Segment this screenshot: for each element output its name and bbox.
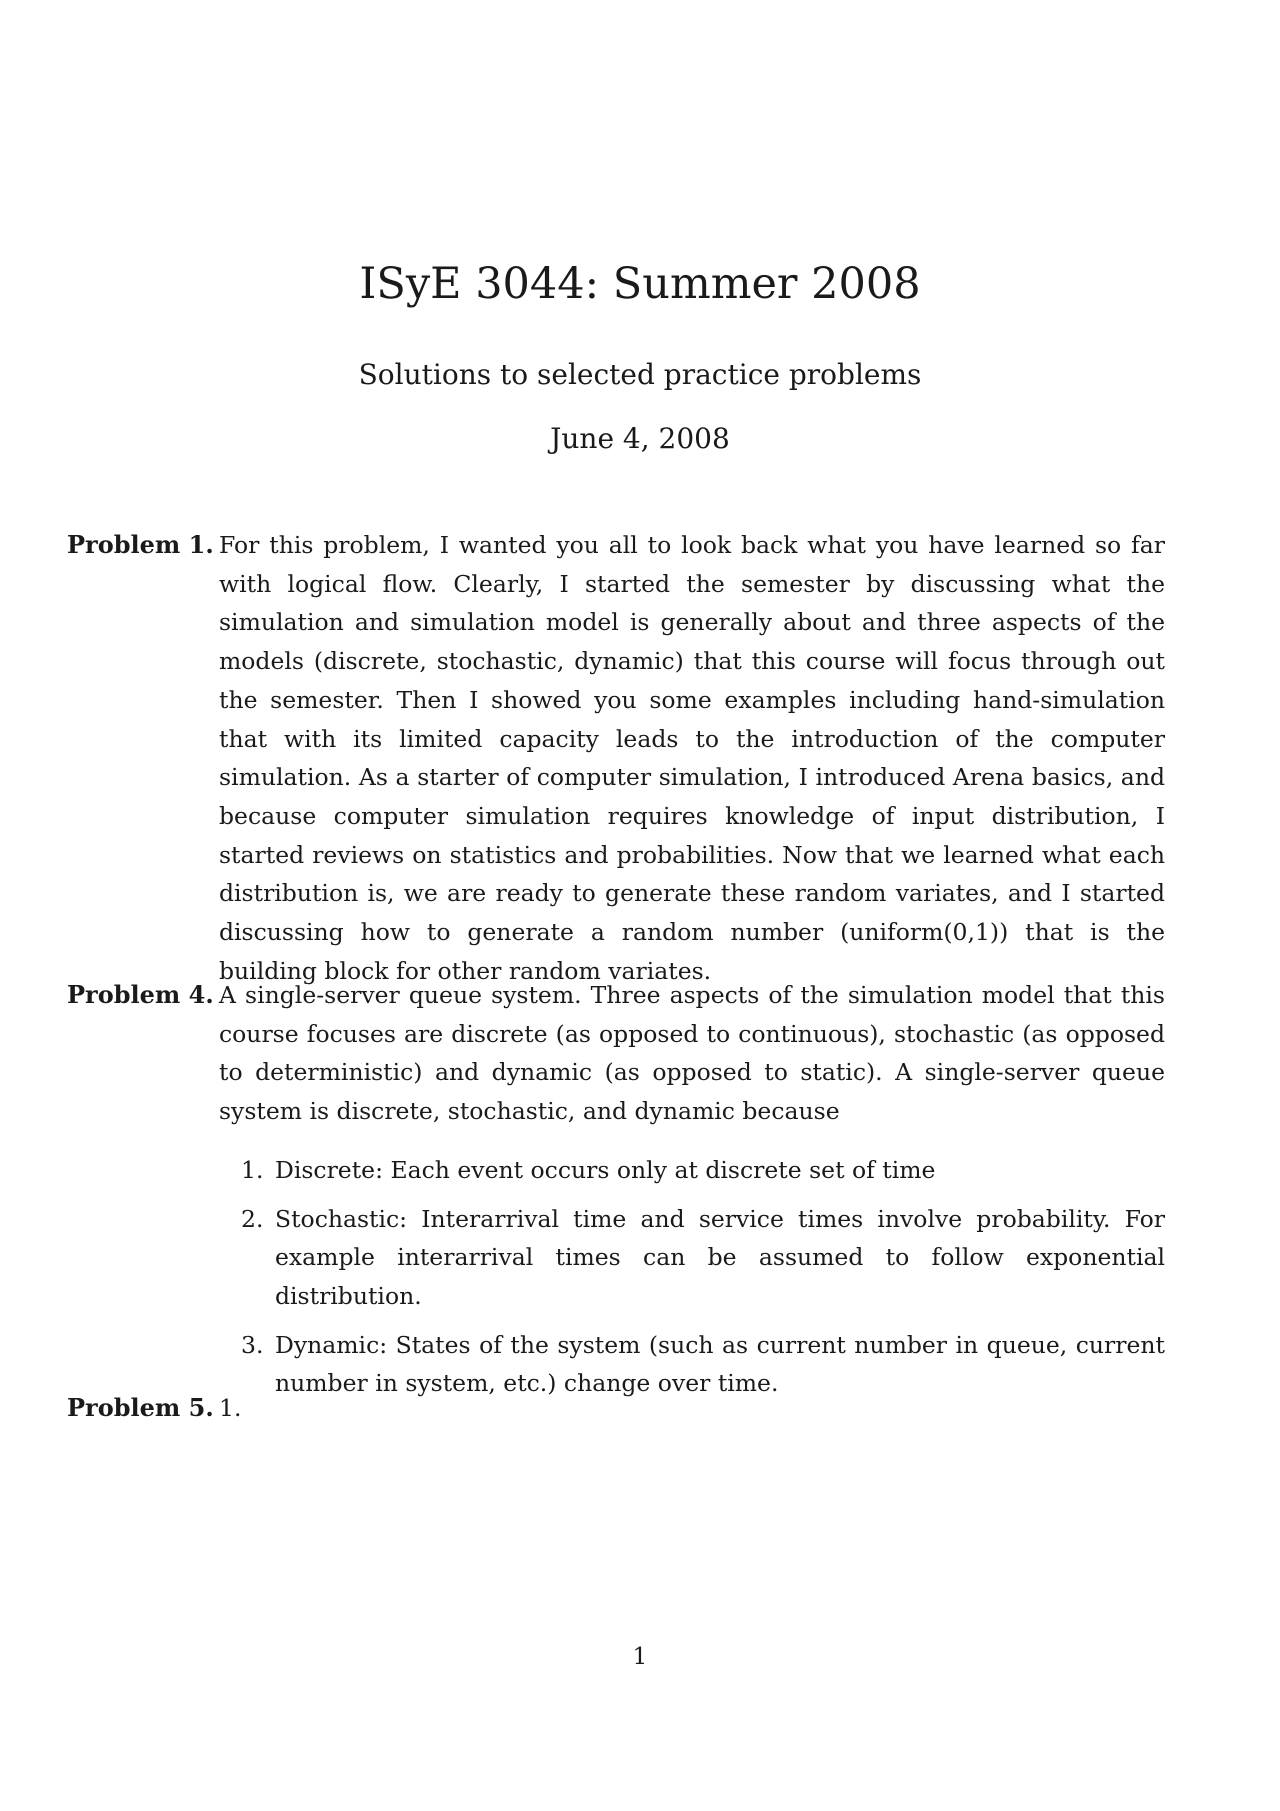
problem-4: [67, 976, 1167, 1413]
problem-1: [67, 526, 1167, 990]
problem-label: Problem 5.: [67, 1393, 214, 1422]
list-item-number: 2.: [241, 1204, 264, 1233]
list-item-text: Stochastic: Interarrival time and service times involve probability. For example interarrival times can be assumed to follow exponential distribution.: [275, 1204, 1165, 1310]
problem-body-container: [219, 976, 1165, 1403]
problem-body: A single-server queue system. Three aspects of the simulation model that this course focuses are discrete (as opposed to continuous), stochastic (as opposed to deterministic) and dynamic (as opposed to static). A single-server queue system is discrete, stochastic, and dynamic because: [219, 981, 1165, 1126]
document-subtitle: Solutions to selected practice problems: [358, 358, 922, 391]
problem-body: 1.: [219, 1394, 242, 1422]
page-title: ISyE 3044: Summer 2008: [359, 259, 921, 309]
problem-label: Problem 1.: [67, 530, 214, 559]
list-item-number: 1.: [241, 1155, 264, 1184]
list-item-number: 3.: [241, 1330, 264, 1359]
document-date: June 4, 2008: [550, 422, 730, 455]
list-item-text: Discrete: Each event occurs only at discrete set of time: [275, 1155, 936, 1184]
list-item: [219, 1200, 1165, 1316]
list-item: [219, 1151, 1165, 1190]
page-number: 1: [632, 1644, 648, 1670]
problem-label: Problem 4.: [67, 980, 214, 1009]
problem-body: For this problem, I wanted you all to look back what you have learned so far with logical flow. Clearly, I started the semester by discussing what the simulation and simulation model is generally about and three aspects of the models (discrete, stochastic, dynamic) that this course will focus through out the semester. Then I showed you some examples including hand-simulation that with its limited capacity leads to the introduction of the computer simulation. As a starter of computer simulation, I introduced Arena basics, and because computer simulation requires knowledge of input distribution, I started reviews on statistics and probabilities. Now that we learned what each distribution is, we are ready to generate these random variates, and I started discussing how to generate a random number (uniform(0,1)) that is the building block for other random variates.: [219, 531, 1165, 985]
problem-5: [67, 1389, 1167, 1428]
list-item-text: Dynamic: States of the system (such as current number in queue, current number in system, etc.) change over time.: [275, 1330, 1165, 1398]
enumerated-list: [219, 1151, 1165, 1403]
